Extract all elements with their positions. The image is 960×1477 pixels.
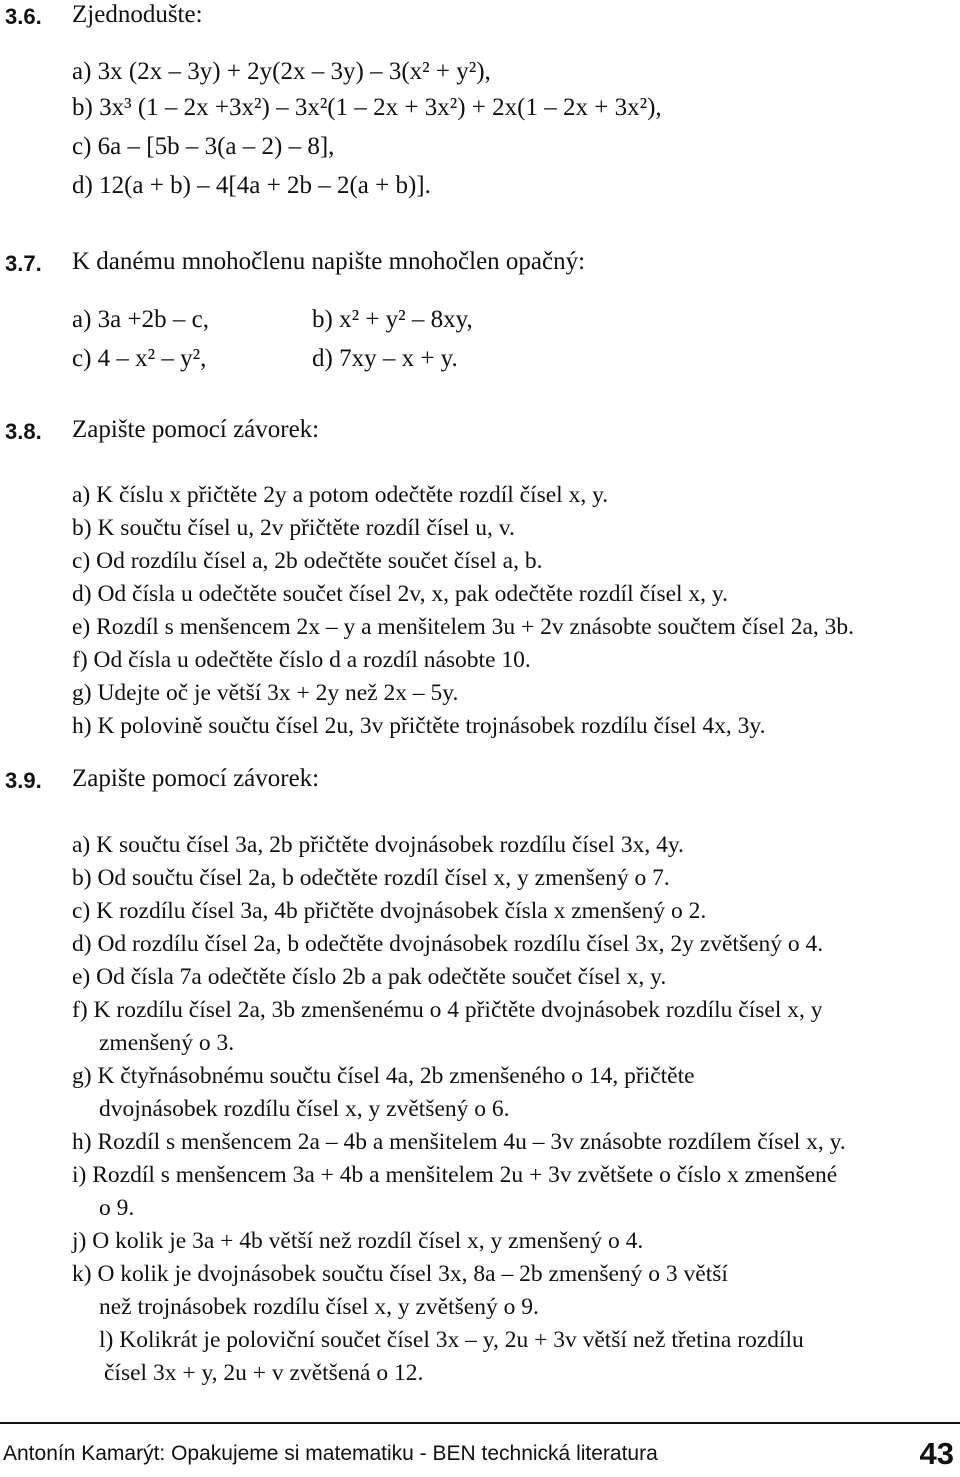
exercise-3-9-item-h: h) Rozdíl s menšencem 2a – 4b a menšitelem 4u – 3v znásobte rozdílem čísel x, y.	[72, 1129, 846, 1155]
exercise-3-9-item-l-cont: čísel 3x + y, 2u + v zvětšená o 12.	[104, 1360, 424, 1386]
exercise-3-9-number: 3.9.	[5, 768, 42, 793]
exercise-3-6-item-c: c) 6a – [5b – 3(a – 2) – 8],	[72, 133, 335, 160]
page-number: 43	[919, 1436, 954, 1471]
exercise-3-8-item-a: a) K číslu x přičtěte 2y a potom odečtěte rozdíl čísel x, y.	[72, 482, 609, 508]
exercise-3-6-number: 3.6.	[5, 4, 42, 29]
exercise-3-9-item-i-cont: o 9.	[99, 1195, 135, 1221]
exercise-3-9-item-c: c) K rozdílu čísel 3a, 4b přičtěte dvojnásobek čísla x zmenšený o 2.	[72, 898, 707, 924]
exercise-3-8-item-g: g) Udejte oč je větší 3x + 2y než 2x – 5y.	[72, 680, 459, 706]
exercise-3-8-item-f: f) Od čísla u odečtěte číslo d a rozdíl násobte 10.	[72, 647, 531, 673]
exercise-3-8-item-h: h) K polovině součtu čísel 2u, 3v přičtěte trojnásobek rozdílu čísel 4x, 3y.	[72, 713, 766, 739]
exercise-3-6-item-b: b) 3x³ (1 – 2x +3x²) – 3x²(1 – 2x + 3x²) + 2x(1 – 2x + 3x²),	[72, 94, 662, 121]
exercise-3-8-title: Zapište pomocí závorek:	[72, 416, 320, 443]
exercise-3-9-item-k-cont: než trojnásobek rozdílu čísel x, y zvětšený o 9.	[99, 1294, 539, 1320]
exercise-3-9-item-j: j) O kolik je 3a + 4b větší než rozdíl čísel x, y zmenšený o 4.	[72, 1228, 644, 1254]
exercise-3-9-item-i: i) Rozdíl s menšencem 3a + 4b a menšitelem 2u + 3v zvětšete o číslo x zmenšené	[72, 1162, 838, 1188]
footer-divider	[0, 1422, 960, 1424]
exercise-3-9-item-e: e) Od čísla 7a odečtěte číslo 2b a pak odečtěte součet čísel x, y.	[72, 964, 667, 990]
exercise-3-9-item-a: a) K součtu čísel 3a, 2b přičtěte dvojnásobek rozdílu čísel 3x, 4y.	[72, 832, 684, 858]
exercise-3-7-item-d: d) 7xy – x + y.	[312, 345, 458, 372]
exercise-3-8-item-d: d) Od čísla u odečtěte součet čísel 2v, x, pak odečtěte rozdíl čísel x, y.	[72, 581, 729, 607]
exercise-3-7-item-b: b) x² + y² – 8xy,	[312, 306, 473, 333]
exercise-3-9-item-g-cont: dvojnásobek rozdílu čísel x, y zvětšený o 6.	[99, 1096, 510, 1122]
exercise-3-9-item-g: g) K čtyřnásobnému součtu čísel 4a, 2b zmenšeného o 14, přičtěte	[72, 1063, 695, 1089]
exercise-3-9-title: Zapište pomocí závorek:	[72, 765, 320, 792]
exercise-3-8-item-c: c) Od rozdílu čísel a, 2b odečtěte součet čísel a, b.	[72, 548, 543, 574]
exercise-3-7-item-c: c) 4 – x² – y²,	[72, 345, 207, 372]
exercise-3-7-title: K danému mnohočlenu napište mnohočlen opačný:	[72, 248, 586, 275]
exercise-3-6-item-a: a) 3x (2x – 3y) + 2y(2x – 3y) – 3(x² + y²),	[72, 58, 491, 85]
exercise-3-6-item-d: d) 12(a + b) – 4[4a + 2b – 2(a + b)].	[72, 172, 431, 199]
exercise-3-9-item-b: b) Od součtu čísel 2a, b odečtěte rozdíl čísel x, y zmenšený o 7.	[72, 865, 670, 891]
exercise-3-6-title: Zjednodušte:	[72, 1, 203, 28]
footer-text: Antonín Kamarýt: Opakujeme si matematiku - BEN technická literatura	[3, 1442, 658, 1465]
exercise-3-7-item-a: a) 3a +2b – c,	[72, 306, 209, 333]
exercise-3-8-number: 3.8.	[5, 419, 42, 444]
exercise-3-9-item-f: f) K rozdílu čísel 2a, 3b zmenšenému o 4 přičtěte dvojnásobek rozdílu čísel x, y	[72, 997, 823, 1023]
exercise-3-9-item-f-cont: zmenšený o 3.	[99, 1030, 235, 1056]
exercise-3-8-item-b: b) K součtu čísel u, 2v přičtěte rozdíl čísel u, v.	[72, 515, 515, 541]
exercise-3-8-item-e: e) Rozdíl s menšencem 2x – y a menšitelem 3u + 2v znásobte součtem čísel 2a, 3b.	[72, 614, 855, 640]
exercise-3-9-item-l: l) Kolikrát je poloviční součet čísel 3x – y, 2u + 3v větší než třetina rozdílu	[99, 1327, 804, 1353]
exercise-3-7-number: 3.7.	[5, 251, 42, 276]
exercise-3-9-item-d: d) Od rozdílu čísel 2a, b odečtěte dvojnásobek rozdílu čísel 3x, 2y zvětšený o 4.	[72, 931, 824, 957]
exercise-3-9-item-k: k) O kolik je dvojnásobek součtu čísel 3x, 8a – 2b zmenšený o 3 větší	[72, 1261, 728, 1287]
